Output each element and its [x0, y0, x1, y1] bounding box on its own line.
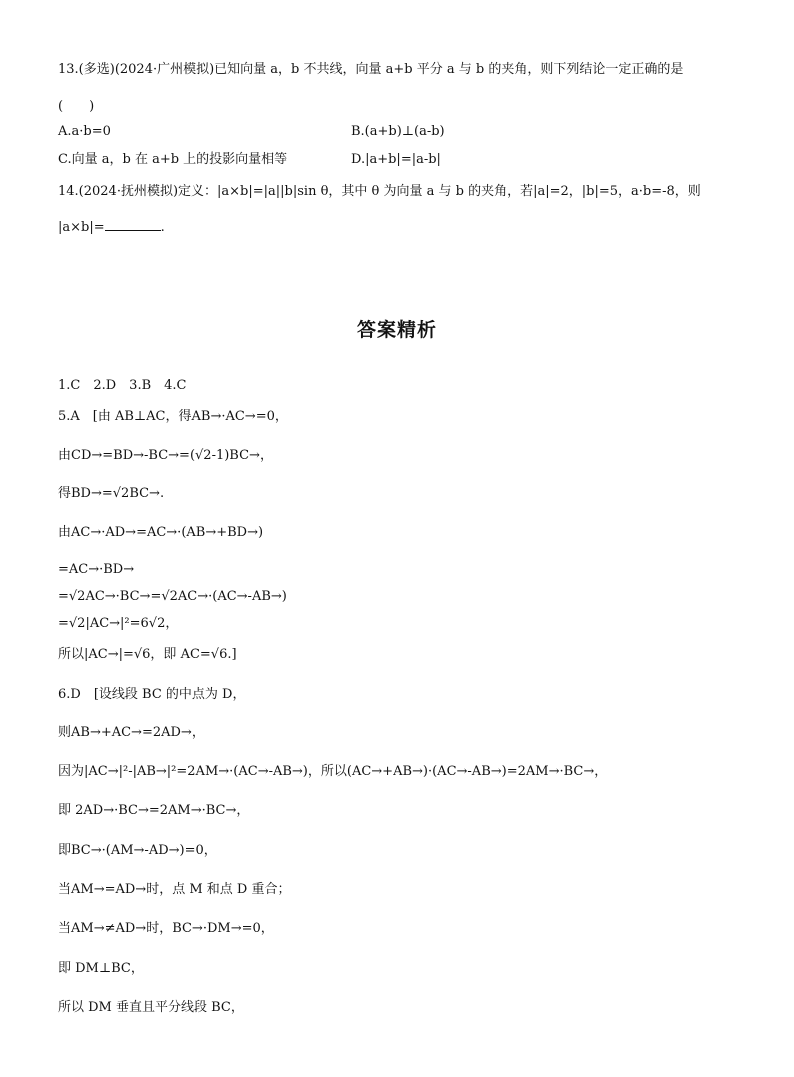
answer-line: 1.C 2.D 3.B 4.C: [58, 378, 187, 393]
answer-line: 即 DM⊥BC，: [58, 961, 144, 976]
answers-title: 答案精析: [356, 319, 437, 341]
answer-line: 当AM→=AD→时，点 M 和点 D 重合；: [58, 882, 291, 897]
q13-option-d: D.|a+b|=|a-b|: [351, 152, 441, 167]
answer-line: 得BD→=√2BC→.: [58, 486, 165, 501]
q13-option-c: C.向量 a，b 在 a+b 上的投影向量相等: [58, 152, 288, 167]
q14-answer-blank: [105, 218, 161, 231]
answer-line: 由AC→·AD→=AC→·(AB→+BD→): [58, 525, 264, 540]
q13-option-a: A.a·b=0: [58, 124, 111, 139]
answer-line: =√2|AC→|²=6√2，: [58, 616, 179, 631]
answer-line: 所以|AC→|=√6，即 AC=√6.]: [58, 647, 237, 662]
answer-line: 由CD→=BD→-BC→=(√2-1)BC→，: [58, 448, 273, 463]
answer-line: 当AM→≠AD→时，BC→·DM→=0，: [58, 921, 274, 936]
q13-option-b: B.(a+b)⊥(a-b): [351, 124, 445, 139]
answer-line: 6.D [设线段 BC 的中点为 D，: [58, 687, 246, 702]
q14-stem: 14.(2024·抚州模拟)定义：|a×b|=|a||b|sin θ，其中 θ 为向量 a 与 b 的夹角，若|a|=2，|b|=5，a·b=-8，则: [58, 184, 701, 199]
answer-line: =AC→·BD→: [58, 562, 135, 577]
q14-answer-line: [58, 218, 165, 237]
q14-answer-suffix: .: [160, 220, 165, 235]
q13-stem: 13.(多选)(2024·广州模拟)已知向量 a，b 不共线，向量 a+b 平分 a 与 b 的夹角，则下列结论一定正确的是: [58, 62, 684, 77]
q14-answer-prefix: |a×b|=: [58, 220, 105, 235]
answer-line: 即 2AD→·BC→=2AM→·BC→，: [58, 803, 250, 818]
answer-line: 因为|AC→|²-|AB→|²=2AM→·(AC→-AB→)，所以(AC→+AB→)·(AC→-AB→)=2AM→·BC→，: [58, 764, 608, 779]
answer-line: 即BC→·(AM→-AD→)=0，: [58, 843, 217, 858]
answer-line: 所以 DM 垂直且平分线段 BC，: [58, 1000, 244, 1015]
answer-line: 则AB→+AC→=2AD→，: [58, 725, 205, 740]
answer-line: =√2AC→·BC→=√2AC→·(AC→-AB→): [58, 589, 287, 604]
answer-line: 5.A [由 AB⊥AC，得AB→·AC→=0，: [58, 409, 288, 424]
q13-answer-paren: ( ): [58, 99, 95, 114]
